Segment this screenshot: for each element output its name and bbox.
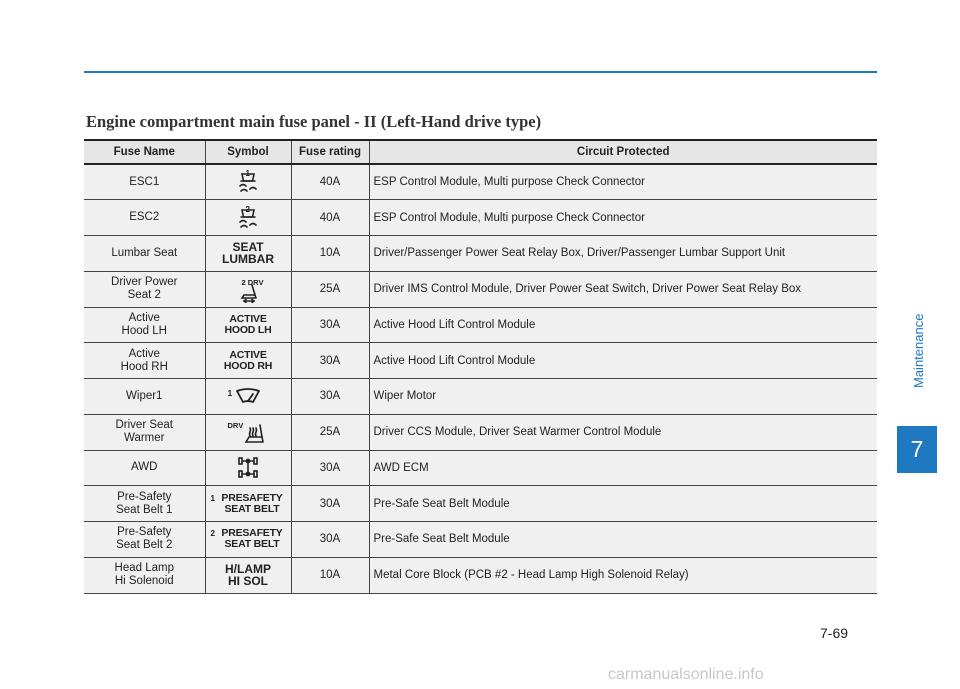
fuse-rating: 30A [291, 307, 369, 343]
symbol-number: 1 [227, 388, 233, 399]
symbol-cell [205, 200, 291, 236]
circuit-protected: Metal Core Block (PCB #2 - Head Lamp High Solenoid Relay) [369, 557, 877, 593]
table-row [84, 236, 877, 272]
esc-icon [237, 170, 259, 194]
section-side-label: Maintenance [911, 313, 926, 388]
circuit-protected: Driver CCS Module, Driver Seat Warmer Control Module [369, 414, 877, 450]
symbol-text: ACTIVE HOOD RH [223, 348, 273, 372]
fuse-rating: 30A [291, 343, 369, 379]
table-row [84, 271, 877, 307]
watermark: carmanualsonline.info [608, 666, 764, 683]
circuit-protected: Wiper Motor [369, 379, 877, 415]
symbol-text: PRESAFETY SEAT BELT [221, 527, 283, 551]
circuit-protected: Active Hood Lift Control Module [369, 343, 877, 379]
fuse-rating: 40A [291, 164, 369, 200]
circuit-protected: Pre-Safe Seat Belt Module [369, 486, 877, 522]
awd-icon [237, 455, 259, 481]
circuit-protected: Driver IMS Control Module, Driver Power Seat Switch, Driver Power Seat Relay Box [369, 271, 877, 307]
fuse-rating: 25A [291, 414, 369, 450]
page-title: Engine compartment main fuse panel - II (Left-Hand drive type) [86, 112, 542, 131]
fuse-name: Pre-Safety Seat Belt 1 [84, 486, 205, 522]
fuse-name: Wiper1 [84, 379, 205, 415]
symbol-text: H/LAMP HI SOL [225, 562, 271, 589]
chapter-number: 7 [897, 426, 937, 473]
top-rule [84, 71, 877, 73]
symbol-cell [205, 271, 291, 307]
symbol-cell [205, 379, 291, 415]
fuse-table [84, 139, 877, 594]
header-symbol: Symbol [205, 140, 291, 164]
symbol-text: ACTIVE HOOD LH [224, 312, 272, 336]
symbol-cell [205, 236, 291, 272]
fuse-name: Head Lamp Hi Solenoid [84, 557, 205, 593]
symbol-cell [205, 414, 291, 450]
symbol-cell [205, 557, 291, 593]
circuit-protected: ESP Control Module, Multi purpose Check Connector [369, 164, 877, 200]
fuse-name: ESC2 [84, 200, 205, 236]
circuit-protected: ESP Control Module, Multi purpose Check Connector [369, 200, 877, 236]
symbol-cell [205, 450, 291, 486]
fuse-name: Active Hood LH [84, 307, 205, 343]
symbol-cell [205, 343, 291, 379]
wiper-icon [235, 387, 261, 405]
table-row [84, 486, 877, 522]
fuse-name: ESC1 [84, 164, 205, 200]
page-number: 7-69 [820, 625, 849, 641]
symbol-number: 1 [245, 169, 250, 179]
header-fuse-rating: Fuse rating [291, 140, 369, 164]
symbol-number: 2 [245, 204, 250, 214]
fuse-rating: 30A [291, 379, 369, 415]
header-circuit-protected: Circuit Protected [369, 140, 877, 164]
symbol-number: 2 [210, 529, 215, 539]
fuse-name: Active Hood RH [84, 343, 205, 379]
symbol-number: 1 [210, 493, 215, 503]
esc-icon [237, 206, 259, 230]
symbol-cell [205, 486, 291, 522]
fuse-name: Driver Seat Warmer [84, 414, 205, 450]
symbol-text: SEAT LUMBAR [222, 240, 274, 267]
circuit-protected: Active Hood Lift Control Module [369, 307, 877, 343]
fuse-rating: 30A [291, 450, 369, 486]
fuse-name: Lumbar Seat [84, 236, 205, 272]
symbol-cell [205, 522, 291, 558]
table-row [84, 164, 877, 200]
symbol-cell [205, 307, 291, 343]
fuse-rating: 40A [291, 200, 369, 236]
table-row [84, 343, 877, 379]
symbol-cell [205, 164, 291, 200]
fuse-name: AWD [84, 450, 205, 486]
header-fuse-name: Fuse Name [84, 140, 205, 164]
circuit-protected: Driver/Passenger Power Seat Relay Box, Driver/Passenger Lumbar Support Unit [369, 236, 877, 272]
fuse-rating: 30A [291, 522, 369, 558]
fuse-rating: 10A [291, 557, 369, 593]
symbol-label: 2 DRV [241, 278, 264, 288]
table-row [84, 379, 877, 415]
table-row [84, 307, 877, 343]
table-row [84, 522, 877, 558]
fuse-rating: 25A [291, 271, 369, 307]
seat-warmer-icon [241, 423, 265, 445]
circuit-protected: AWD ECM [369, 450, 877, 486]
table-row [84, 450, 877, 486]
circuit-protected: Pre-Safe Seat Belt Module [369, 522, 877, 558]
table-row [84, 557, 877, 593]
table-row [84, 200, 877, 236]
symbol-label: DRV [227, 421, 244, 431]
fuse-name: Driver Power Seat 2 [84, 271, 205, 307]
fuse-rating: 10A [291, 236, 369, 272]
table-header-row [84, 140, 877, 164]
table-row [84, 414, 877, 450]
fuse-rating: 30A [291, 486, 369, 522]
fuse-name: Pre-Safety Seat Belt 2 [84, 522, 205, 558]
symbol-text: PRESAFETY SEAT BELT [221, 491, 283, 515]
power-seat-icon [236, 283, 260, 303]
